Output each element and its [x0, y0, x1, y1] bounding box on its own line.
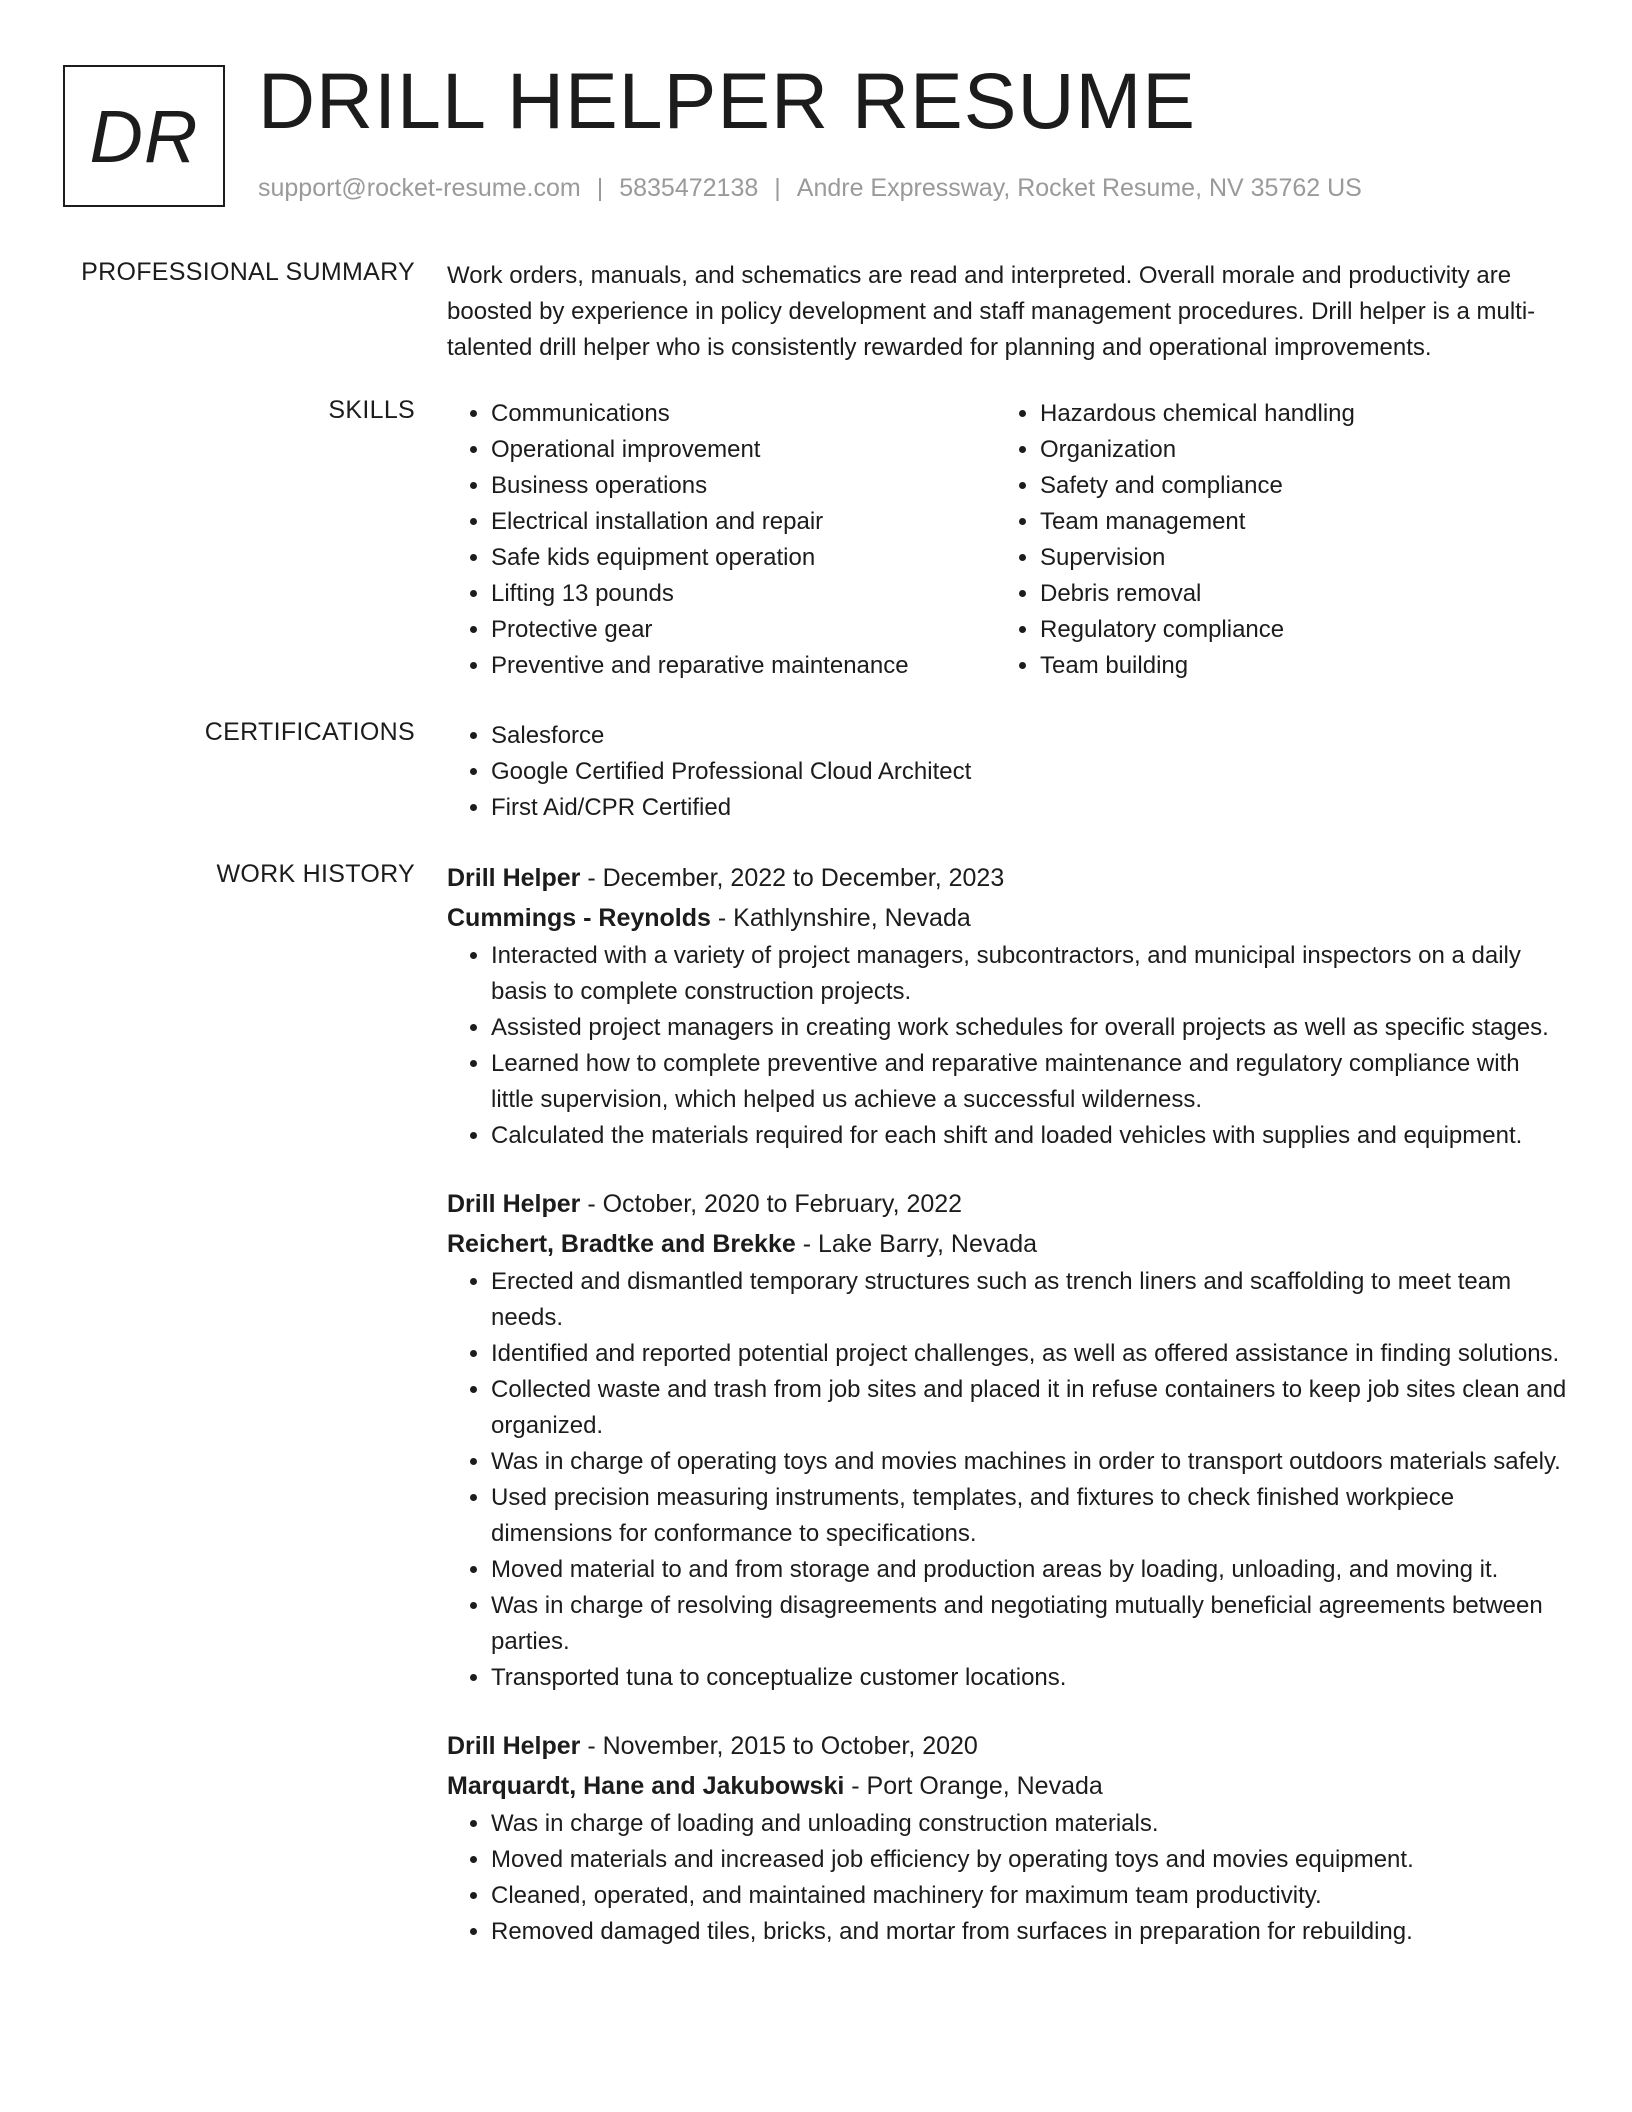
- job-bullets: [447, 938, 1567, 1154]
- contact-phone: 5835472138: [619, 174, 759, 202]
- job-bullets: [447, 1264, 1567, 1696]
- certification-item: • First Aid/CPR Certified: [491, 790, 1567, 826]
- skill-item: • Protective gear: [491, 612, 996, 648]
- job-company: Reichert, Bradtke and Brekke: [447, 1230, 796, 1258]
- contact-email: support@rocket-resume.com: [258, 174, 581, 202]
- job-title-line: [447, 1726, 1567, 1766]
- job-title-line: [447, 1184, 1567, 1224]
- skill-item: • Organization: [1040, 432, 1545, 468]
- job-bullet: • Assisted project managers in creating work schedules for overall projects as well as specific stages.: [491, 1010, 1567, 1046]
- job-bullet: • Was in charge of operating toys and movies machines in order to transport outdoors materials safely.: [491, 1444, 1567, 1480]
- job-bullet: • Cleaned, operated, and maintained machinery for maximum team productivity.: [491, 1878, 1567, 1914]
- skill-item: • Electrical installation and repair: [491, 504, 996, 540]
- skill-item: • Team building: [1040, 648, 1545, 684]
- job-bullet: • Was in charge of resolving disagreements and negotiating mutually beneficial agreements between parties.: [491, 1588, 1567, 1660]
- job-bullet: • Collected waste and trash from job sites and placed it in refuse containers to keep job sites clean and organized.: [491, 1372, 1567, 1444]
- skill-item: • Team management: [1040, 504, 1545, 540]
- skills-body: [447, 396, 1567, 684]
- skill-item: • Business operations: [491, 468, 996, 504]
- job-location: - Port Orange, Nevada: [844, 1772, 1103, 1800]
- job-entry: [447, 1184, 1567, 1696]
- contact-address: Andre Expressway, Rocket Resume, NV 35762 US: [796, 174, 1362, 202]
- skill-item: • Supervision: [1040, 540, 1545, 576]
- job-location: - Kathlynshire, Nevada: [710, 904, 971, 932]
- contact-separator: |: [774, 174, 781, 202]
- certifications-body: [447, 718, 1567, 826]
- job-dates: - October, 2020 to February, 2022: [580, 1190, 963, 1218]
- job-bullet: • Identified and reported potential project challenges, as well as offered assistance in finding solutions.: [491, 1336, 1567, 1372]
- section-label-work-history: WORK HISTORY: [216, 860, 415, 888]
- skill-item: • Debris removal: [1040, 576, 1545, 612]
- job-dates: - November, 2015 to October, 2020: [580, 1732, 978, 1760]
- job-bullet: • Interacted with a variety of project managers, subcontractors, and municipal inspectors on a daily basis to complete construction projects.: [491, 938, 1567, 1010]
- job-company: Cummings - Reynolds: [447, 904, 711, 932]
- skills-column-left: [447, 396, 996, 684]
- job-title: Drill Helper: [447, 1732, 581, 1760]
- job-company-line: [447, 898, 1567, 938]
- skill-item: • Hazardous chemical handling: [1040, 396, 1545, 432]
- certification-item: • Google Certified Professional Cloud Architect: [491, 754, 1567, 790]
- job-title-line: [447, 858, 1567, 898]
- work-history-body: [447, 860, 1567, 1950]
- job-bullet: • Removed damaged tiles, bricks, and mortar from surfaces in preparation for rebuilding.: [491, 1914, 1567, 1950]
- skill-item: • Lifting 13 pounds: [491, 576, 996, 612]
- job-bullet: • Was in charge of loading and unloading construction materials.: [491, 1806, 1567, 1842]
- job-title: Drill Helper: [447, 864, 581, 892]
- monogram-logo: DR: [63, 65, 225, 207]
- summary-text: Work orders, manuals, and schematics are read and interpreted. Overall morale and productivity are boosted by experience in policy development and staff management procedures. Drill helper is a multi-talented drill helper who is consistently rewarded for planning and operational improvements.: [447, 262, 1536, 361]
- section-label-summary: PROFESSIONAL SUMMARY: [81, 258, 415, 286]
- certification-item: • Salesforce: [491, 718, 1567, 754]
- job-entry: [447, 858, 1567, 1154]
- job-bullet: • Moved materials and increased job efficiency by operating toys and movies equipment.: [491, 1842, 1567, 1878]
- job-bullets: [447, 1806, 1567, 1950]
- skill-item: • Safe kids equipment operation: [491, 540, 996, 576]
- contact-separator: |: [596, 174, 604, 202]
- job-dates: - December, 2022 to December, 2023: [580, 864, 1005, 892]
- section-label-certifications: CERTIFICATIONS: [204, 718, 415, 746]
- job-company-line: [447, 1224, 1567, 1264]
- section-label-skills: SKILLS: [328, 396, 415, 424]
- skills-column-right: [996, 396, 1545, 684]
- skill-item: • Operational improvement: [491, 432, 996, 468]
- contact-line: [258, 174, 1362, 203]
- skill-item: • Regulatory compliance: [1040, 612, 1545, 648]
- job-title: Drill Helper: [447, 1190, 581, 1218]
- skill-item: • Preventive and reparative maintenance: [491, 648, 996, 684]
- job-bullet: • Moved material to and from storage and production areas by loading, unloading, and moving it.: [491, 1552, 1567, 1588]
- job-company-line: [447, 1766, 1567, 1806]
- job-bullet: • Used precision measuring instruments, templates, and fixtures to check finished workpiece dimensions for conformance to specifications.: [491, 1480, 1567, 1552]
- skill-item: • Communications: [491, 396, 996, 432]
- job-location: - Lake Barry, Nevada: [795, 1230, 1038, 1258]
- job-entry: [447, 1726, 1567, 1950]
- skill-item: • Safety and compliance: [1040, 468, 1545, 504]
- job-bullet: • Erected and dismantled temporary structures such as trench liners and scaffolding to meet team needs.: [491, 1264, 1567, 1336]
- job-company: Marquardt, Hane and Jakubowski: [447, 1772, 845, 1800]
- job-bullet: • Learned how to complete preventive and reparative maintenance and regulatory compliance with little supervision, which helped us achieve a successful wilderness.: [491, 1046, 1567, 1118]
- resume-title: DRILL HELPER RESUME: [258, 56, 1196, 145]
- job-bullet: • Transported tuna to conceptualize customer locations.: [491, 1660, 1567, 1696]
- summary-body: [447, 258, 1567, 366]
- job-bullet: • Calculated the materials required for each shift and loaded vehicles with supplies and equipment.: [491, 1118, 1567, 1154]
